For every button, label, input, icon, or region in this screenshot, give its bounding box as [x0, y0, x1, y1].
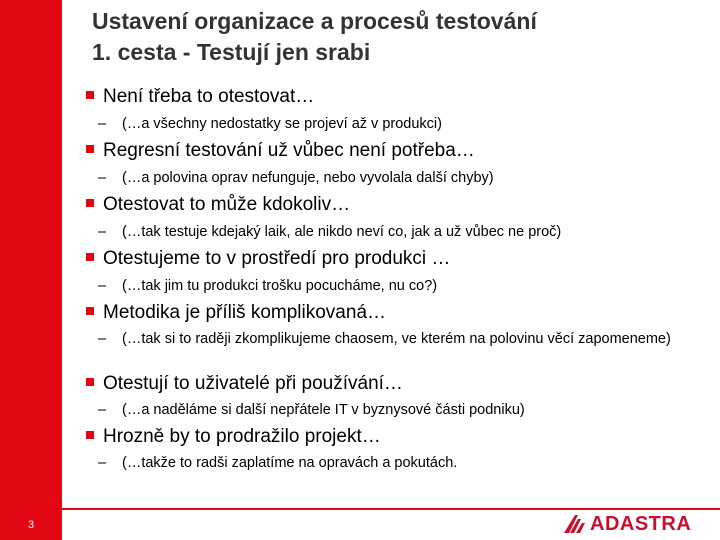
- bullet-square-icon: [86, 307, 94, 315]
- logo-text: ADASTRA: [590, 513, 692, 535]
- sub-bullet-text: (…tak si to raději zkomplikujeme chaosem, ve kterém na polovinu věcí zapomeneme): [122, 331, 671, 347]
- bullet-item: [86, 194, 350, 216]
- bullet-item: [86, 140, 475, 162]
- sub-bullet-text: (…a všechny nedostatky se projeví až v produkci): [122, 116, 442, 132]
- title-line-2: 1. cesta - Testují jen srabi: [92, 39, 371, 65]
- sub-bullet-text: (…a polovina oprav nefunguje, nebo vyvolala další chyby): [122, 170, 494, 186]
- dash-icon: –: [98, 224, 107, 240]
- adastra-logo-icon: [564, 515, 586, 533]
- sub-bullet-text: (…tak jim tu produkci trošku pocucháme, nu co?): [122, 278, 438, 294]
- adastra-logo: [564, 512, 714, 536]
- left-accent-bar: [0, 0, 62, 540]
- bullet-item: [86, 86, 314, 108]
- bullet-square-icon: [86, 91, 94, 99]
- dash-icon: –: [98, 455, 107, 471]
- bullet-text: Hrozně by to prodražilo projekt…: [103, 426, 381, 447]
- bullet-text: Není třeba to otestovat…: [103, 86, 315, 107]
- dash-icon: –: [98, 116, 107, 132]
- bullet-text: Regresní testování už vůbec není potřeba…: [103, 140, 475, 161]
- bullet-text: Metodika je příliš komplikovaná…: [103, 302, 387, 323]
- dash-icon: –: [98, 278, 107, 294]
- bullet-item: [86, 302, 386, 324]
- bullet-square-icon: [86, 145, 94, 153]
- bullet-item: [86, 426, 381, 448]
- bullet-square-icon: [86, 378, 94, 386]
- dash-icon: –: [98, 331, 107, 347]
- bullet-item: [86, 373, 403, 395]
- dash-icon: –: [98, 402, 107, 418]
- bullet-square-icon: [86, 431, 94, 439]
- bullet-square-icon: [86, 253, 94, 261]
- bullet-text: Otestovat to může kdokoliv…: [103, 194, 351, 215]
- page-number: 3: [0, 510, 62, 540]
- dash-icon: –: [98, 170, 107, 186]
- sub-bullet-text: (…tak testuje kdejaký laik, ale nikdo neví co, jak a už vůbec ne proč): [122, 224, 562, 240]
- title-line-1: Ustavení organizace a procesů testování: [92, 8, 537, 34]
- footer-divider: [62, 508, 720, 510]
- bullet-text: Otestují to uživatelé při používání…: [103, 373, 403, 394]
- bullet-square-icon: [86, 199, 94, 207]
- sub-bullet-text: (…a naděláme si další nepřátele IT v byznysové části podniku): [122, 402, 525, 418]
- bullet-text: Otestujeme to v prostředí pro produkci …: [103, 248, 451, 269]
- slide-title: [92, 6, 692, 68]
- sub-bullet-text: (…takže to radši zaplatíme na opravách a pokutách.: [122, 455, 458, 471]
- bullet-item: [86, 248, 450, 270]
